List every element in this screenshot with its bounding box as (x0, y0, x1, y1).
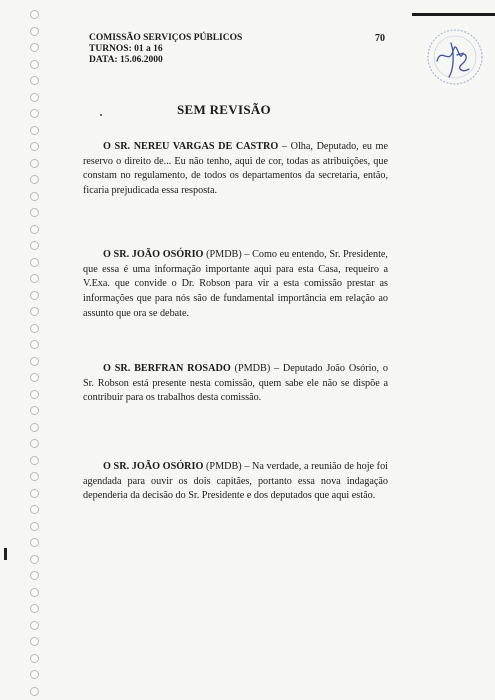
binder-hole (30, 291, 39, 300)
binder-hole (30, 505, 39, 514)
speaker-party: (PMDB) (230, 363, 271, 374)
speech-paragraph (83, 248, 388, 322)
binder-hole (30, 27, 39, 36)
binder-hole (30, 192, 39, 201)
stamp-signature-image (423, 25, 487, 89)
speech-text: – Como eu entendo, Sr. Presidente, que essa é uma informação importante aqui para esta Casa, requeiro a V.Exa. que convide o Dr. Robson para vir a esta comissão prestar as informações que para nós são de fundamental importância em relação ao assunto que ora se debate. (83, 249, 388, 319)
header-date: DATA: 15.06.2000 (89, 55, 163, 65)
binder-hole (30, 43, 39, 52)
speech-paragraph (83, 362, 388, 406)
speech-text: – Deputado João Osório, o Sr. Robson está presente nesta comissão, quem sabe ele não se dispõe a contribuir para os trabalhos desta comissão. (83, 363, 388, 404)
binder-hole (30, 588, 39, 597)
binder-hole (30, 241, 39, 250)
binder-hole (30, 621, 39, 630)
binder-hole (30, 406, 39, 415)
speech-text: – Na verdade, a reunião de hoje foi agendada para ouvir os dois capitães, portanto essa nova indagação dependeria da decisão do Sr. Presidente e dos deputados que aqui estão. (83, 461, 388, 502)
binder-hole (30, 175, 39, 184)
binder-hole (30, 637, 39, 646)
binder-hole (30, 93, 39, 102)
binder-hole (30, 357, 39, 366)
binder-hole (30, 604, 39, 613)
header-committee: COMISSÃO SERVIÇOS PÚBLICOS (89, 33, 243, 43)
binder-hole (30, 456, 39, 465)
top-edge-bar (412, 13, 495, 16)
binder-hole (30, 225, 39, 234)
binder-hole (30, 555, 39, 564)
binder-hole (30, 208, 39, 217)
binder-hole (30, 109, 39, 118)
header-shifts: TURNOS: 01 a 16 (89, 44, 163, 54)
binder-hole (30, 76, 39, 85)
binder-hole (30, 324, 39, 333)
binder-hole (30, 522, 39, 531)
binder-hole (30, 439, 39, 448)
speaker-party: (PMDB) (203, 461, 242, 472)
binder-hole (30, 258, 39, 267)
binder-hole (30, 571, 39, 580)
binder-hole (30, 159, 39, 168)
binder-hole (30, 390, 39, 399)
binder-hole (30, 142, 39, 151)
binder-hole (30, 373, 39, 382)
binder-hole (30, 10, 39, 19)
speech-text: – Olha, Deputado, eu me reservo o direito de... Eu não tenho, aqui de cor, todas as atribuições, que constam no regulamento, de todos os departamentos da secretaria, então, ficaria prejudicada essa resposta. (83, 141, 388, 197)
binder-hole (30, 670, 39, 679)
speech-paragraph (83, 140, 388, 199)
binder-hole (30, 340, 39, 349)
page-number: 70 (375, 33, 385, 44)
speaker-name: O SR. JOÃO OSÓRIO (103, 461, 204, 472)
binder-hole (30, 687, 39, 696)
stray-dot (100, 114, 102, 116)
speaker-name: O SR. NEREU VARGAS DE CASTRO (103, 141, 279, 152)
speaker-name: O SR. JOÃO OSÓRIO (103, 249, 204, 260)
revision-title: SEM REVISÃO (177, 102, 271, 117)
speaker-name: O SR. BERFRAN ROSADO (103, 363, 231, 374)
document-header (89, 33, 242, 66)
binder-hole (30, 274, 39, 283)
binder-hole (30, 126, 39, 135)
binder-hole (30, 472, 39, 481)
binder-hole (30, 60, 39, 69)
binding-mark (4, 548, 7, 560)
binder-hole (30, 538, 39, 547)
speaker-party: (PMDB) (203, 249, 242, 260)
binder-hole (30, 489, 39, 498)
speech-paragraph (83, 460, 388, 504)
binder-hole (30, 307, 39, 316)
binder-hole (30, 654, 39, 663)
binder-holes (30, 0, 42, 700)
binder-hole (30, 423, 39, 432)
